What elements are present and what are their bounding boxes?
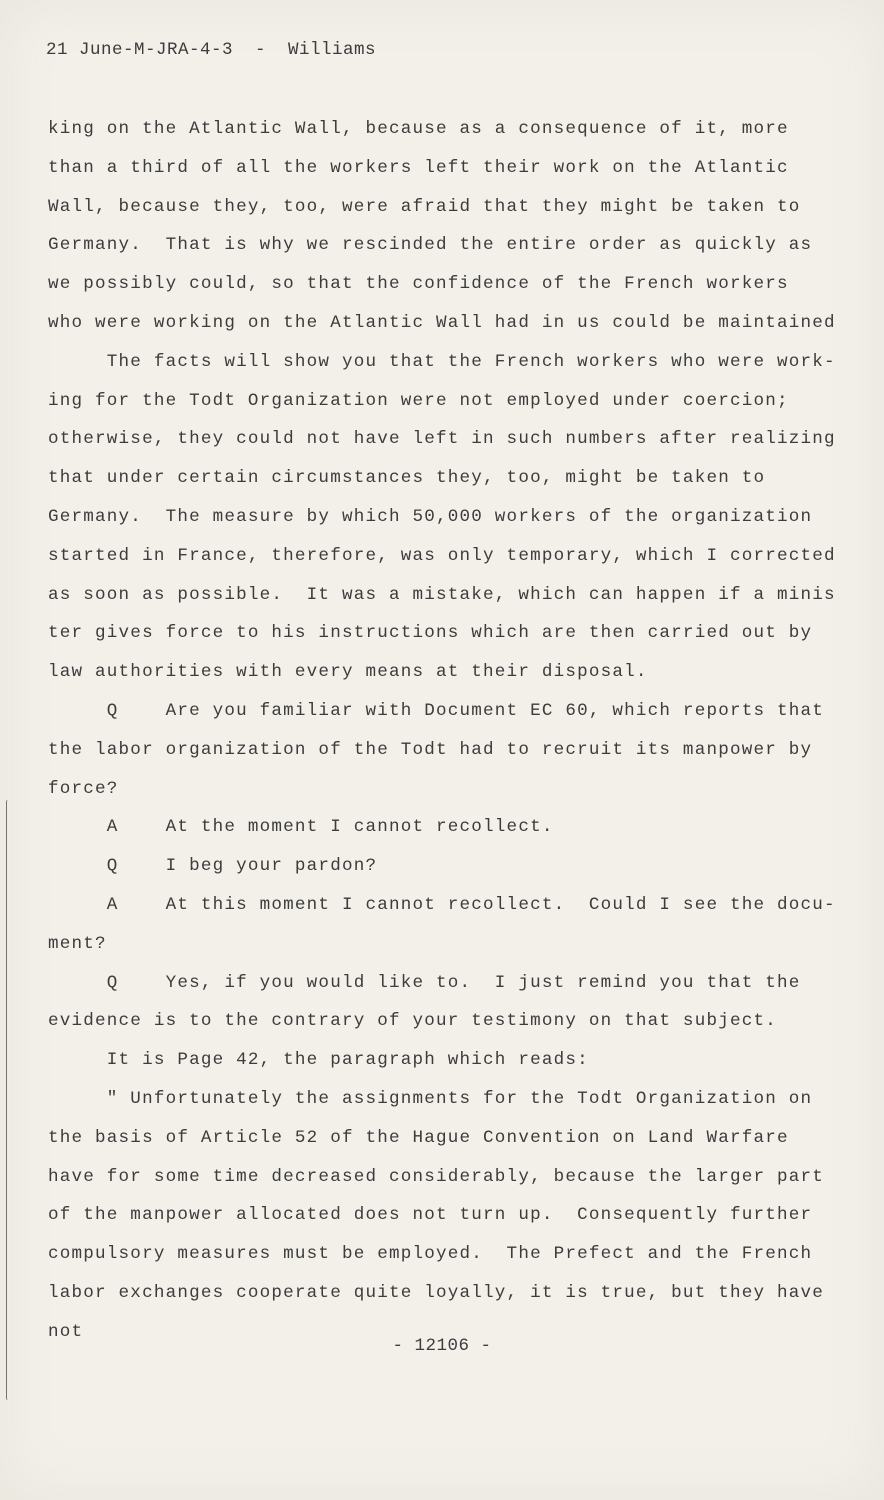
text-line: of the manpower allocated does not turn up. Consequently further: [48, 1205, 813, 1226]
text-line: law authorities with every means at their disposal.: [48, 662, 648, 683]
text-line: ter gives force to his instructions which are then carried out by: [48, 623, 813, 644]
text-line: than a third of all the workers left their work on the Atlantic: [48, 157, 789, 178]
binding-margin-line: [6, 800, 13, 1400]
text-line: Germany. That is why we rescinded the entire order as quickly as: [48, 235, 813, 256]
text-line: started in France, therefore, was only temporary, which I corrected: [48, 545, 836, 566]
text-line: evidence is to the contrary of your testimony on that subject.: [48, 1011, 777, 1032]
text-line: ment?: [48, 933, 107, 954]
text-line: Q Yes, if you would like to. I just remind you that the: [48, 972, 801, 993]
text-line: have for some time decreased considerably, because the larger part: [48, 1166, 825, 1187]
text-line: force?: [48, 778, 119, 799]
text-line: as soon as possible. It was a mistake, which can happen if a minis: [48, 584, 836, 605]
text-line: compulsory measures must be employed. The Prefect and the French: [48, 1244, 813, 1265]
text-line: the labor organization of the Todt had to recruit its manpower by: [48, 739, 813, 760]
text-line: " Unfortunately the assignments for the Todt Organization on: [48, 1088, 813, 1109]
text-line: Wall, because they, too, were afraid that they might be taken to: [48, 196, 801, 217]
text-line: Germany. The measure by which 50,000 workers of the organization: [48, 506, 813, 527]
text-line: Q Are you familiar with Document EC 60, which reports that: [48, 700, 825, 721]
text-line: It is Page 42, the paragraph which reads:: [48, 1050, 589, 1071]
text-line: The facts will show you that the French workers who were work-: [48, 351, 836, 372]
text-line: A At this moment I cannot recollect. Could I see the docu-: [48, 894, 836, 915]
page-header: 21 June-M-JRA-4-3 - Williams: [46, 40, 377, 60]
text-line: who were working on the Atlantic Wall had in us could be maintained: [48, 312, 836, 333]
text-line: not: [48, 1321, 84, 1342]
text-line: we possibly could, so that the confidence of the French workers: [48, 274, 789, 295]
text-line: that under certain circumstances they, too, might be taken to: [48, 468, 766, 489]
text-line: labor exchanges cooperate quite loyally, it is true, but they have: [48, 1282, 825, 1303]
page-number: - 12106 -: [392, 1336, 492, 1356]
text-line: Q I beg your pardon?: [48, 856, 378, 877]
text-line: A At the moment I cannot recollect.: [48, 817, 554, 838]
text-line: king on the Atlantic Wall, because as a consequence of it, more: [48, 119, 789, 139]
transcript-body: [48, 110, 838, 1352]
text-line: the basis of Article 52 of the Hague Convention on Land Warfare: [48, 1127, 789, 1148]
text-line: otherwise, they could not have left in such numbers after realizing: [48, 429, 836, 450]
text-line: ing for the Todt Organization were not employed under coercion;: [48, 390, 789, 411]
